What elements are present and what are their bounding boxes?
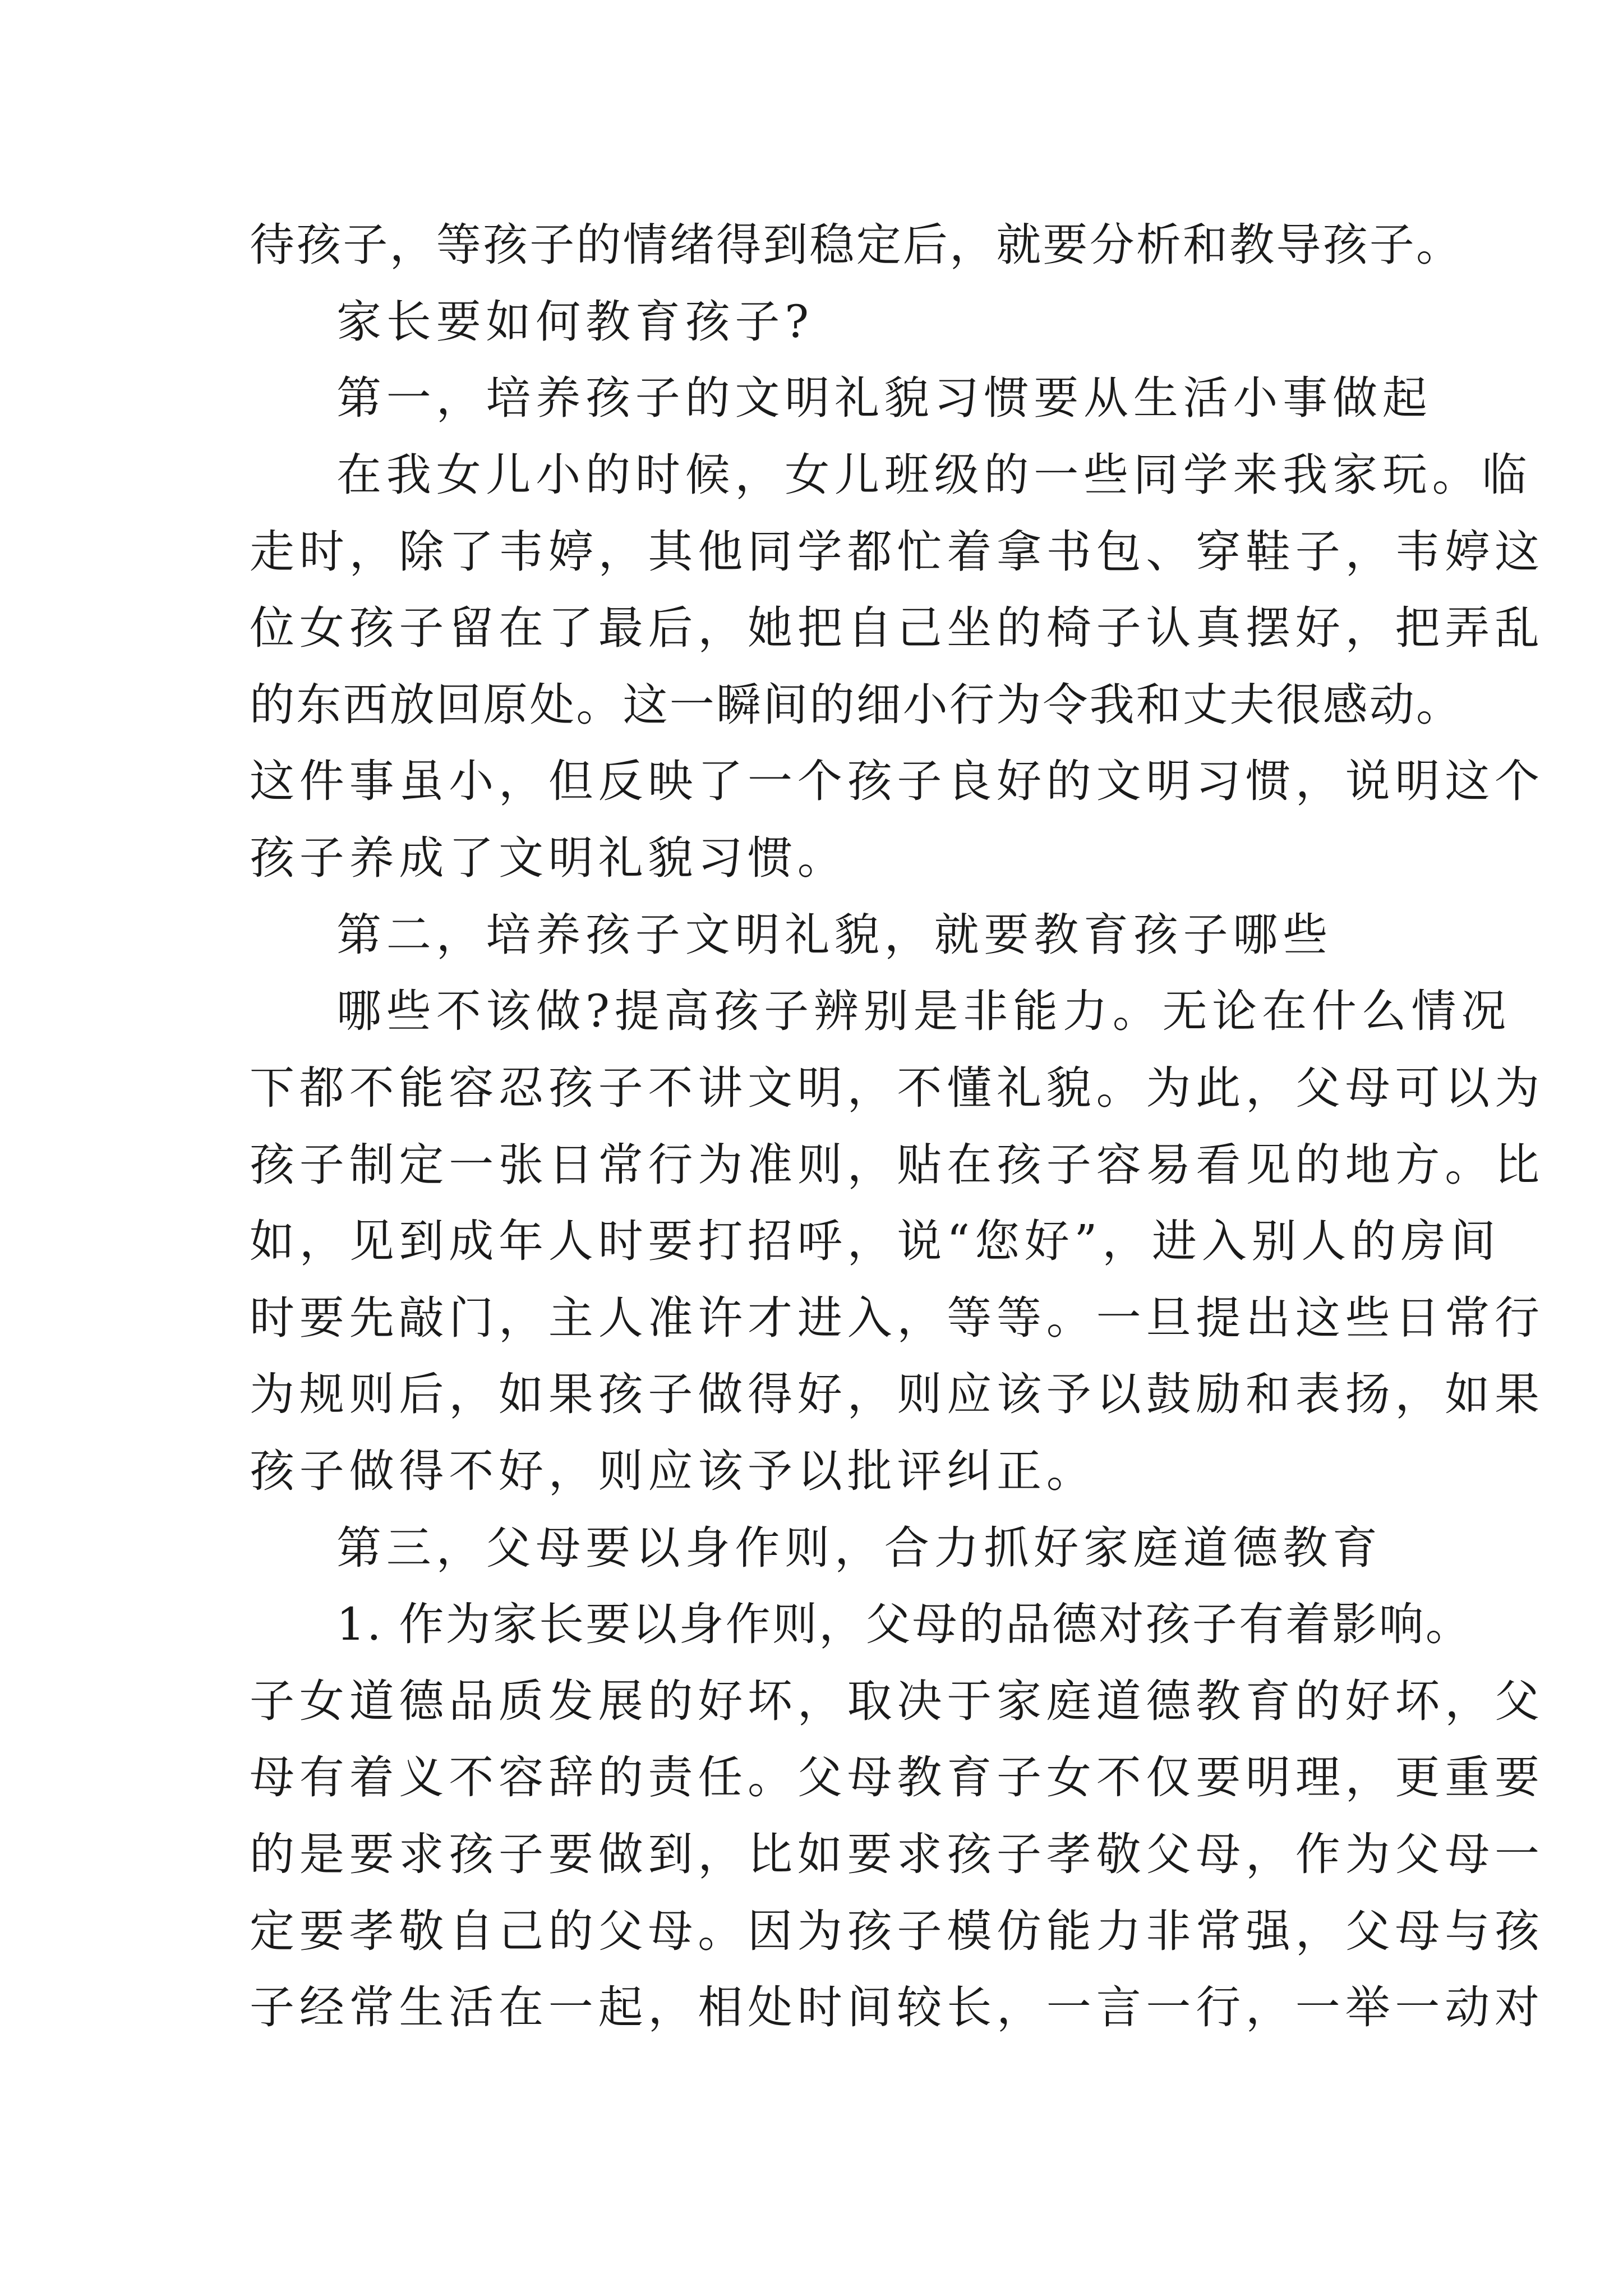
text-line: 母有着义不容辞的责任。父母教育子女不仅要明理，更重要 <box>250 1751 1544 1803</box>
text-line: 子经常生活在一起，相处时间较长，一言一行，一举一动对 <box>250 1981 1544 2033</box>
text-line: 位女孩子留在了最后，她把自己坐的椅子认真摆好，把弄乱 <box>250 602 1544 654</box>
section-heading-2: 第二，培养孩子文明礼貌，就要教育孩子哪些 <box>336 909 1332 961</box>
text-line: 走时，除了韦婷，其他同学都忙着拿书包、穿鞋子，韦婷这 <box>250 526 1544 578</box>
text-line: 在我女儿小的时候，女儿班级的一些同学来我家玩。临 <box>336 449 1532 501</box>
text-line: 如，见到成年人时要打招呼，说“您好”，进入别人的房间 <box>250 1215 1501 1267</box>
text-line: 的东西放回原处。这一瞬间的细小行为令我和丈夫很感动。 <box>250 679 1463 731</box>
section-question: 家长要如何教育孩子? <box>336 296 814 348</box>
text-line: 子女道德品质发展的好坏，取决于家庭道德教育的好坏，父 <box>250 1675 1544 1727</box>
text-line: 下都不能容忍孩子不讲文明，不懂礼貌。为此，父母可以为 <box>250 1062 1544 1114</box>
section-heading-3: 第三，父母要以身作则，合力抓好家庭道德教育 <box>336 1522 1382 1574</box>
text-line: 孩子养成了文明礼貌习惯。 <box>250 832 847 884</box>
text-line: 时要先敲门，主人准许才进入，等等。一旦提出这些日常行 <box>250 1292 1544 1344</box>
text-line: 定要孝敬自己的父母。因为孩子模仿能力非常强，父母与孩 <box>250 1905 1544 1957</box>
text-line: 的是要求孩子要做到，比如要求孩子孝敬父母，作为父母一 <box>250 1828 1544 1880</box>
text-line: 哪些不该做?提高孩子辨别是非能力。无论在什么情况 <box>336 985 1511 1037</box>
text-line: 待孩子，等孩子的情绪得到稳定后，就要分析和教导孩子。 <box>250 219 1463 271</box>
text-line: 孩子制定一张日常行为准则，贴在孩子容易看见的地方。比 <box>250 1139 1544 1191</box>
numbered-item: 1. 作为家长要以身作则，父母的品德对孩子有着影响。 <box>336 1598 1472 1650</box>
section-heading-1: 第一，培养孩子的文明礼貌习惯要从生活小事做起 <box>336 372 1432 424</box>
text-line: 这件事虽小，但反映了一个孩子良好的文明习惯，说明这个 <box>250 755 1544 807</box>
text-line: 为规则后，如果孩子做得好，则应该予以鼓励和表扬，如果 <box>250 1368 1544 1420</box>
text-line: 孩子做得不好，则应该予以批评纠正。 <box>250 1445 1096 1497</box>
